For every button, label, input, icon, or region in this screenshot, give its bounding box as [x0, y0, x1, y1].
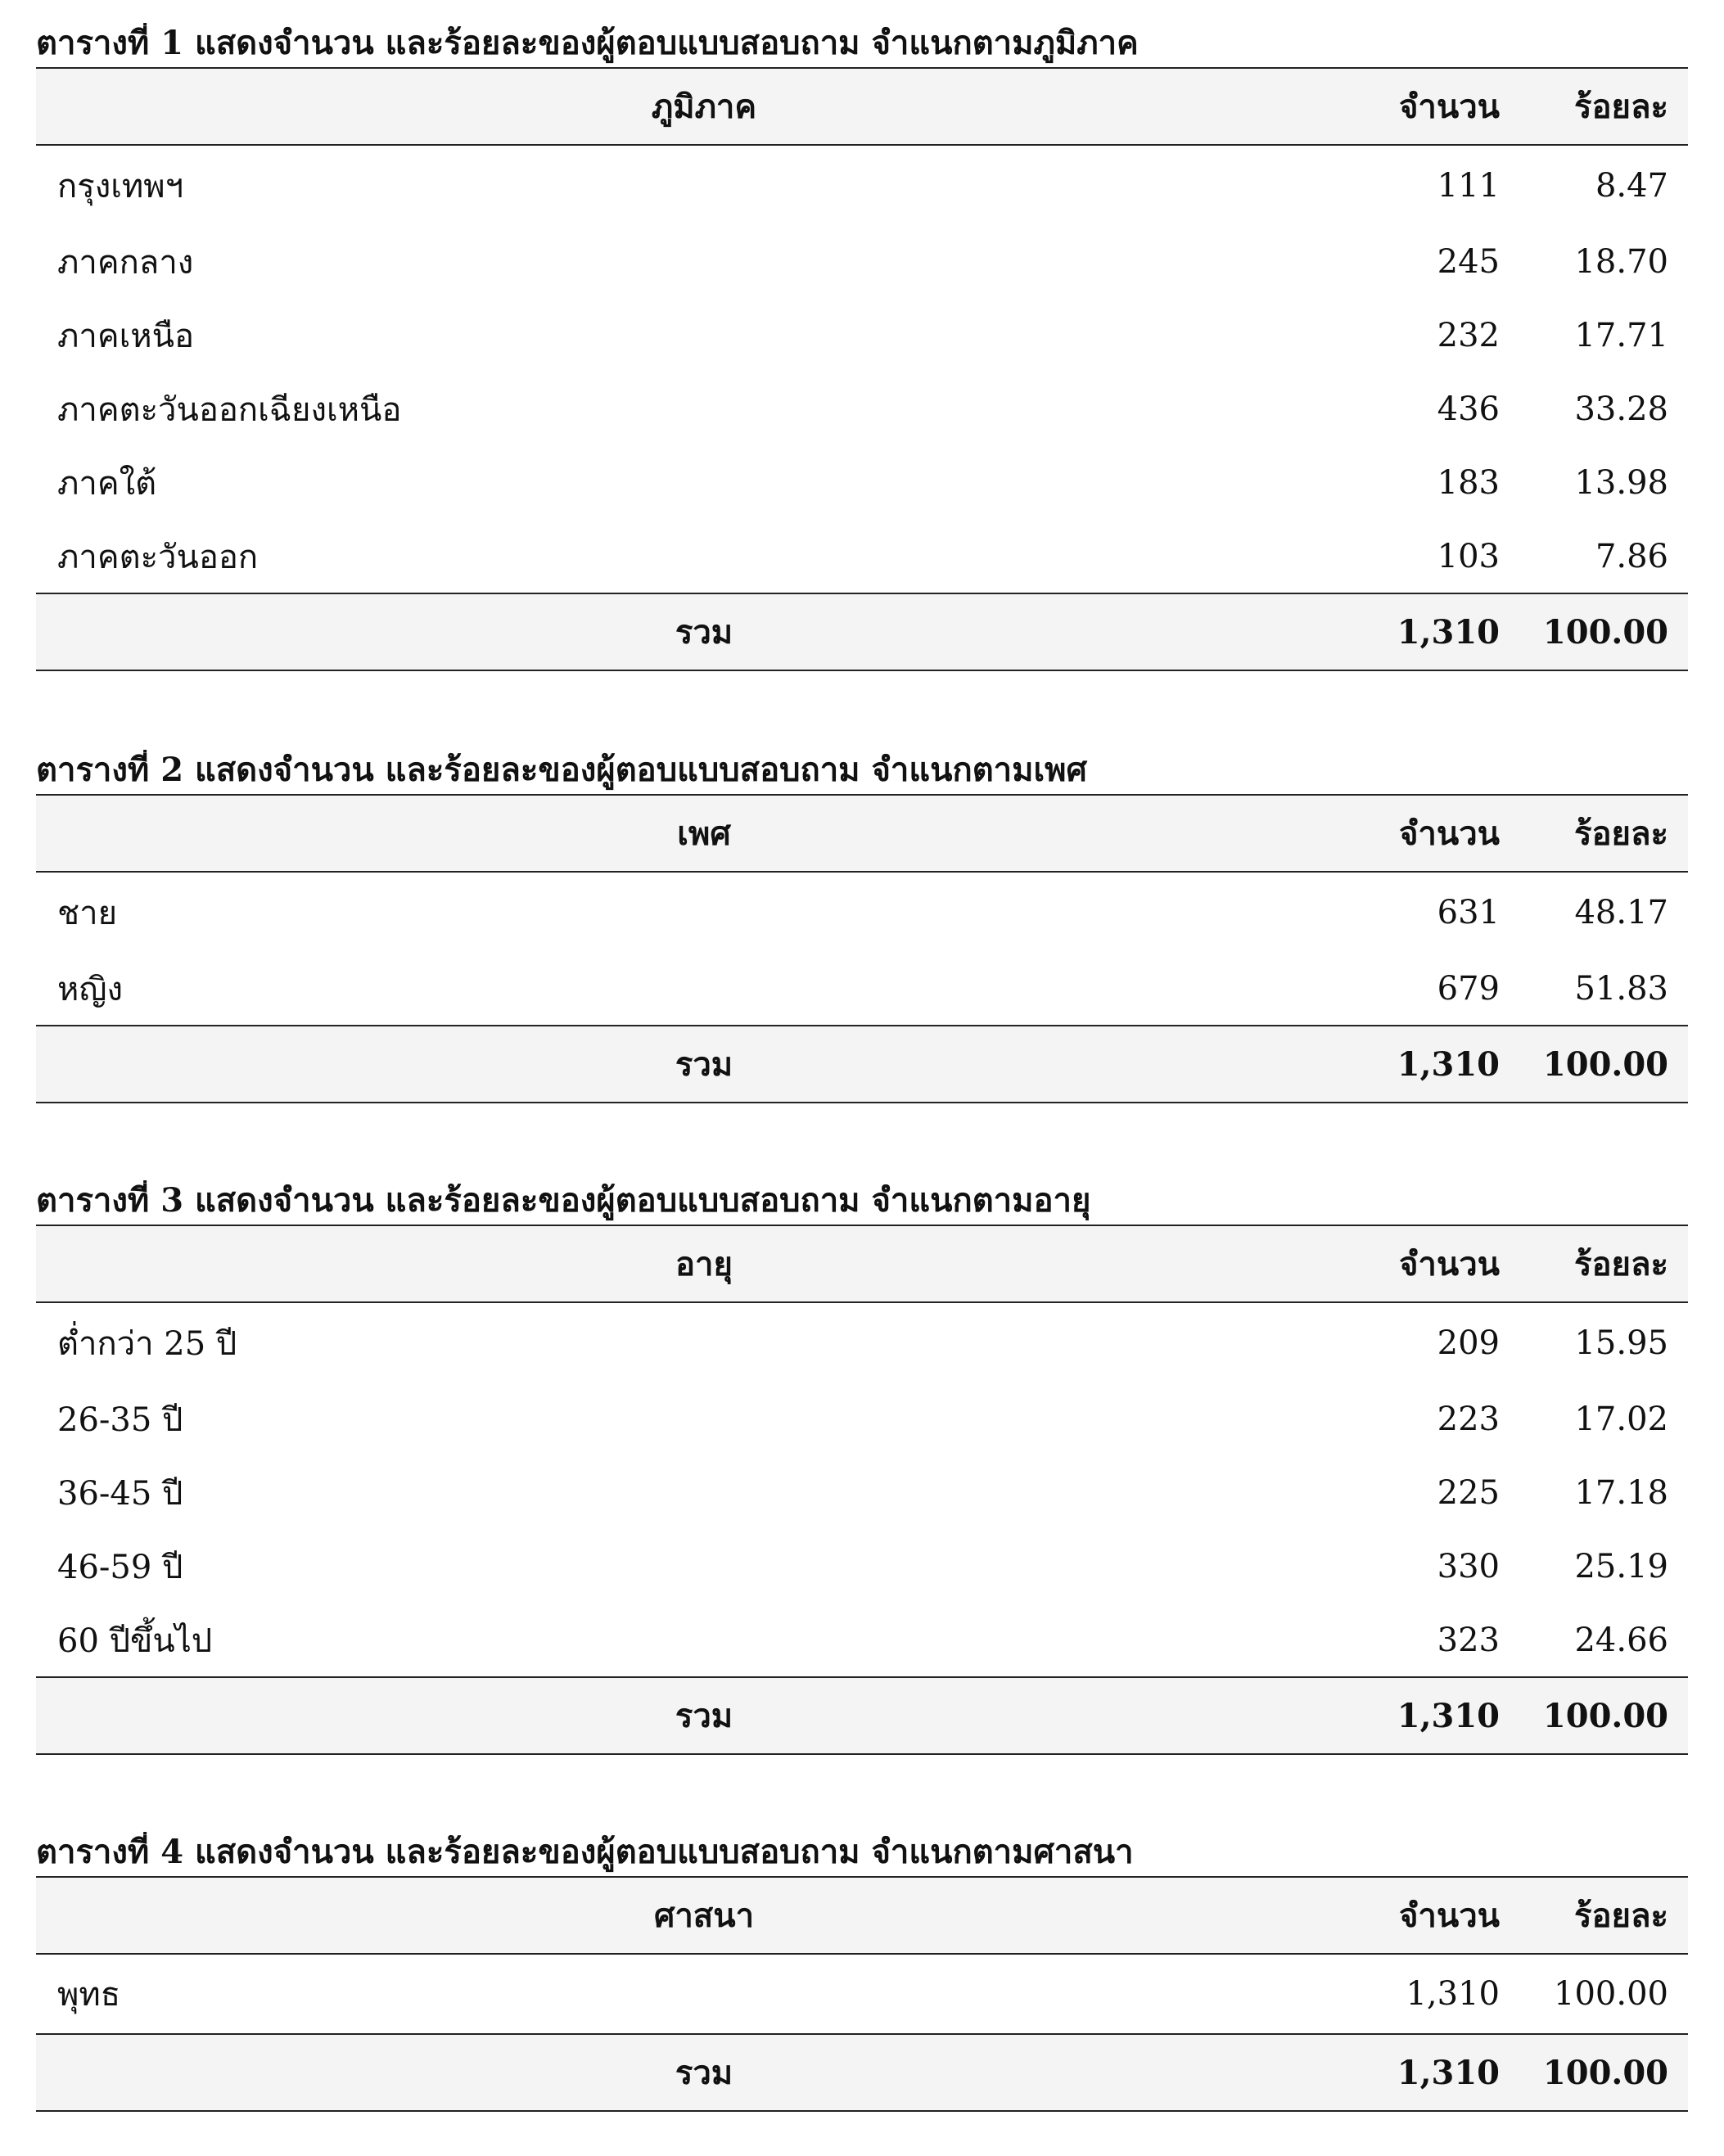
- table-row: [36, 872, 1688, 952]
- total-count: 1,310: [1397, 1696, 1500, 1735]
- table-row: [36, 225, 1688, 299]
- table-row: [36, 1530, 1688, 1603]
- table-region: [36, 23, 1688, 671]
- row-label: 36-45 ปี: [57, 1475, 183, 1513]
- row-percent: 8.47: [1595, 166, 1668, 205]
- table-caption: ตารางที่ 1 แสดงจำนวน และร้อยละของผู้ตอบแบบสอบถาม จำแนกตามภูมิภาค: [36, 24, 1139, 62]
- row-percent: 17.18: [1574, 1474, 1668, 1512]
- total-label: รวม: [675, 1045, 733, 1084]
- table-religion: [36, 1832, 1688, 2112]
- column-header-count: จำนวน: [1398, 814, 1500, 853]
- total-label: รวม: [675, 2054, 733, 2092]
- table-age: [36, 1180, 1688, 1755]
- column-header-count: จำนวน: [1398, 88, 1500, 126]
- row-count: 223: [1437, 1400, 1500, 1438]
- total-percent: 100.00: [1542, 2053, 1668, 2092]
- table-header-row: [36, 1225, 1688, 1302]
- row-percent: 18.70: [1574, 243, 1668, 281]
- table-row: [36, 952, 1688, 1026]
- row-label: 26-35 ปี: [57, 1401, 183, 1439]
- table-row: [36, 1382, 1688, 1456]
- row-percent: 13.98: [1574, 464, 1668, 502]
- table-header-row: [36, 795, 1688, 872]
- row-count: 209: [1437, 1324, 1500, 1362]
- row-count: 111: [1437, 166, 1500, 205]
- table-row: [36, 372, 1688, 446]
- table-row: [36, 145, 1688, 225]
- table-row: [36, 1954, 1688, 2034]
- row-label: ภาคตะวันออก: [57, 538, 259, 576]
- table-caption: ตารางที่ 3 แสดงจำนวน และร้อยละของผู้ตอบแบบสอบถาม จำแนกตามอายุ: [36, 1181, 1091, 1220]
- table-row: [36, 1302, 1688, 1382]
- row-label: ชาย: [57, 894, 118, 932]
- row-label: ภาคตะวันออกเฉียงเหนือ: [57, 391, 402, 429]
- column-header-percent: ร้อยละ: [1574, 814, 1668, 853]
- row-label: พุทธ: [57, 1976, 121, 2014]
- table-header-row: [36, 1877, 1688, 1954]
- total-label: รวม: [675, 1697, 733, 1735]
- table-header-row: [36, 68, 1688, 145]
- row-percent: 7.86: [1595, 537, 1668, 575]
- column-header-religion: ศาสนา: [653, 1897, 755, 1935]
- table-total-row: [36, 1677, 1688, 1754]
- table-row: [36, 1603, 1688, 1677]
- row-label: 60 ปีขึ้นไป: [57, 1622, 213, 1660]
- total-count: 1,310: [1397, 612, 1500, 652]
- row-percent: 100.00: [1554, 1975, 1668, 2013]
- row-count: 225: [1437, 1474, 1500, 1512]
- row-count: 232: [1437, 317, 1500, 354]
- row-count: 679: [1437, 969, 1500, 1008]
- table-total-row: [36, 593, 1688, 670]
- row-label: ภาคใต้: [57, 465, 157, 503]
- row-percent: 33.28: [1574, 390, 1668, 428]
- table-row: [36, 299, 1688, 372]
- column-header-gender: เพศ: [677, 814, 731, 853]
- row-count: 330: [1437, 1548, 1500, 1585]
- table-total-row: [36, 1026, 1688, 1103]
- row-percent: 15.95: [1574, 1324, 1668, 1362]
- row-percent: 17.71: [1574, 317, 1668, 354]
- table-age-data: [36, 1225, 1688, 1755]
- table-religion-data: [36, 1876, 1688, 2112]
- row-percent: 17.02: [1574, 1400, 1668, 1438]
- row-count: 323: [1437, 1621, 1500, 1659]
- row-percent: 25.19: [1574, 1548, 1668, 1585]
- table-gender-data: [36, 794, 1688, 1103]
- row-label: หญิง: [57, 970, 123, 1008]
- total-label: รวม: [675, 613, 733, 652]
- table-caption: ตารางที่ 2 แสดงจำนวน และร้อยละของผู้ตอบแบบสอบถาม จำแนกตามเพศ: [36, 751, 1087, 789]
- column-header-percent: ร้อยละ: [1574, 88, 1668, 126]
- row-label: กรุงเทพฯ: [57, 167, 184, 205]
- column-header-percent: ร้อยละ: [1574, 1245, 1668, 1283]
- total-percent: 100.00: [1542, 1044, 1668, 1084]
- total-count: 1,310: [1397, 1044, 1500, 1084]
- row-label: ภาคกลาง: [57, 244, 194, 282]
- table-row: [36, 520, 1688, 593]
- total-percent: 100.00: [1542, 1696, 1668, 1735]
- row-count: 245: [1437, 243, 1500, 281]
- total-count: 1,310: [1397, 2053, 1500, 2092]
- table-total-row: [36, 2034, 1688, 2111]
- row-label: ต่ำกว่า 25 ปี: [57, 1324, 237, 1363]
- row-percent: 24.66: [1574, 1621, 1668, 1659]
- row-percent: 51.83: [1574, 969, 1668, 1008]
- row-count: 183: [1437, 464, 1500, 502]
- column-header-region: ภูมิภาค: [651, 88, 757, 126]
- row-percent: 48.17: [1574, 893, 1668, 931]
- row-count: 436: [1437, 390, 1500, 428]
- column-header-age: อายุ: [675, 1245, 733, 1283]
- column-header-percent: ร้อยละ: [1574, 1897, 1668, 1935]
- table-caption: ตารางที่ 4 แสดงจำนวน และร้อยละของผู้ตอบแบบสอบถาม จำแนกตามศาสนา: [36, 1833, 1134, 1871]
- total-percent: 100.00: [1542, 612, 1668, 652]
- table-row: [36, 446, 1688, 520]
- row-count: 631: [1437, 893, 1500, 931]
- column-header-count: จำนวน: [1398, 1897, 1500, 1935]
- table-gender: [36, 750, 1688, 1103]
- row-count: 103: [1437, 537, 1500, 575]
- column-header-count: จำนวน: [1398, 1245, 1500, 1283]
- row-label: 46-59 ปี: [57, 1549, 183, 1586]
- row-label: ภาคเหนือ: [57, 318, 194, 355]
- table-region-data: [36, 67, 1688, 671]
- table-row: [36, 1456, 1688, 1530]
- row-count: 1,310: [1406, 1975, 1500, 2013]
